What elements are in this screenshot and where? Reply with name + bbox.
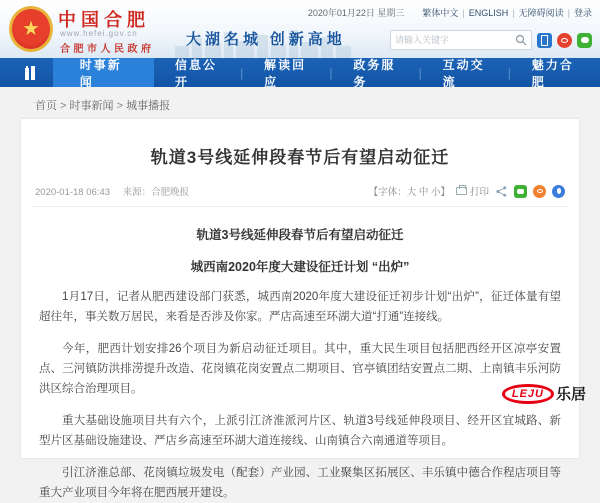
search-icon[interactable] (514, 33, 528, 47)
breadcrumb-news[interactable]: 时事新闻 > (70, 100, 127, 112)
nav-item-interaction[interactable]: | 互动交流 (422, 58, 511, 87)
nav-item-info[interactable]: 信息公开 (174, 57, 217, 89)
print-label: 打印 (469, 187, 489, 198)
article-subtitle-2: 城西南2020年度大建设征迁计划 “出炉” (190, 260, 410, 274)
site-name[interactable]: 中国合肥 (58, 10, 150, 30)
site-subtitle: 合肥市人民政府 (60, 44, 155, 55)
leju-watermark (502, 383, 586, 404)
current-date: 2020年01月22日 星期三 (307, 8, 405, 18)
login-link[interactable]: 登录 (573, 8, 592, 18)
top-utility-bar (308, 6, 592, 19)
site-header (0, 0, 600, 58)
nav-item-charm[interactable]: | 魅力合肥 (511, 58, 600, 87)
wechat-icon[interactable] (577, 33, 592, 48)
search-box (390, 30, 532, 50)
weibo-icon[interactable] (557, 33, 572, 48)
article-title: 轨道3号线延伸段春节后有望启动征迁 (150, 148, 450, 167)
paragraph: 今年，肥西计划安排26个项目为新启动征迁项目。其中，重大民生项目包括肥西经开区凉亭安置点、三河镇防洪排涝提升改造、花岗镇花岗安置点二期项目、官亭镇团结安置点二期、上南镇丰乐河防洪区综合治理项目。 (39, 343, 561, 395)
share-qq-icon[interactable] (552, 185, 565, 198)
divider: | (462, 7, 465, 18)
nav-item-services[interactable]: | 政务服务 (332, 58, 421, 87)
printer-icon (456, 187, 467, 195)
leju-logo: LEJU (502, 384, 554, 404)
paragraph: 1月17日，记者从肥西建设部门获悉，城西南2020年度大建设征迁初步计划“出炉”，征迁体量有望超往年，事关数万居民，来看是否涉及你家。严店高速至环湖大道“打通”连接线。 (39, 291, 561, 323)
mobile-icon[interactable] (537, 33, 552, 48)
share-icon[interactable] (495, 185, 508, 198)
divider: | (567, 7, 570, 18)
breadcrumb-home[interactable]: 首页 > (35, 100, 70, 112)
leju-brand-text: 乐居 (555, 386, 586, 403)
breadcrumb-city[interactable]: 城事播报 (126, 100, 171, 112)
article-card (20, 118, 580, 499)
article-meta-left (35, 184, 189, 198)
font-size-controls[interactable]: 【字体：大 中 小】 (368, 187, 450, 198)
main-nav (0, 58, 600, 87)
article-meta-right (369, 184, 565, 198)
share-weibo-icon[interactable] (533, 185, 546, 198)
paragraph: 引江济淮总部、花岗镇垃圾发电（配套）产业园、工业聚集区拓展区、丰乐镇中德合作程店项目等重大产业项目今年将在肥西展开建设。 (39, 467, 561, 499)
nav-item-news[interactable]: 时事新闻 (53, 58, 154, 87)
breadcrumb (0, 87, 600, 121)
nav-item-interpretation[interactable]: | 解读回应 (243, 58, 332, 87)
share-wechat-icon[interactable] (514, 185, 527, 198)
divider: | (512, 7, 515, 18)
article-date: 2020-01-18 06:43 (35, 187, 111, 198)
lang-traditional-link[interactable]: 繁体中文 (422, 8, 459, 18)
national-emblem-logo (9, 6, 53, 52)
paragraph: 重大基础设施项目共有六个，上派引江济淮派河片区、轨道3号线延伸段项目、经开区宜城路、新型片区基础设施建设、严店乡高速至环湖大道连接线、山南镇合六南通道等项目。 (39, 415, 561, 447)
article-subtitle-1: 轨道3号线延伸段春节后有望启动征迁 (196, 228, 404, 242)
lang-english-link[interactable]: ENGLISH (468, 7, 509, 18)
article-meta-row (33, 184, 567, 207)
search-row (390, 30, 592, 50)
print-button[interactable] (456, 184, 489, 198)
article-body (33, 207, 567, 503)
article-source: 来源：合肥晚报 (122, 187, 190, 198)
city-slogan: 大湖名城 创新高地 (186, 32, 346, 48)
search-input[interactable] (391, 35, 514, 45)
accessibility-link[interactable]: 无障碍阅读 (518, 8, 564, 18)
site-url: www.hefei.gov.cn (60, 29, 138, 38)
star-icon: ★ (22, 18, 40, 40)
home-buildings-icon[interactable] (0, 58, 53, 87)
